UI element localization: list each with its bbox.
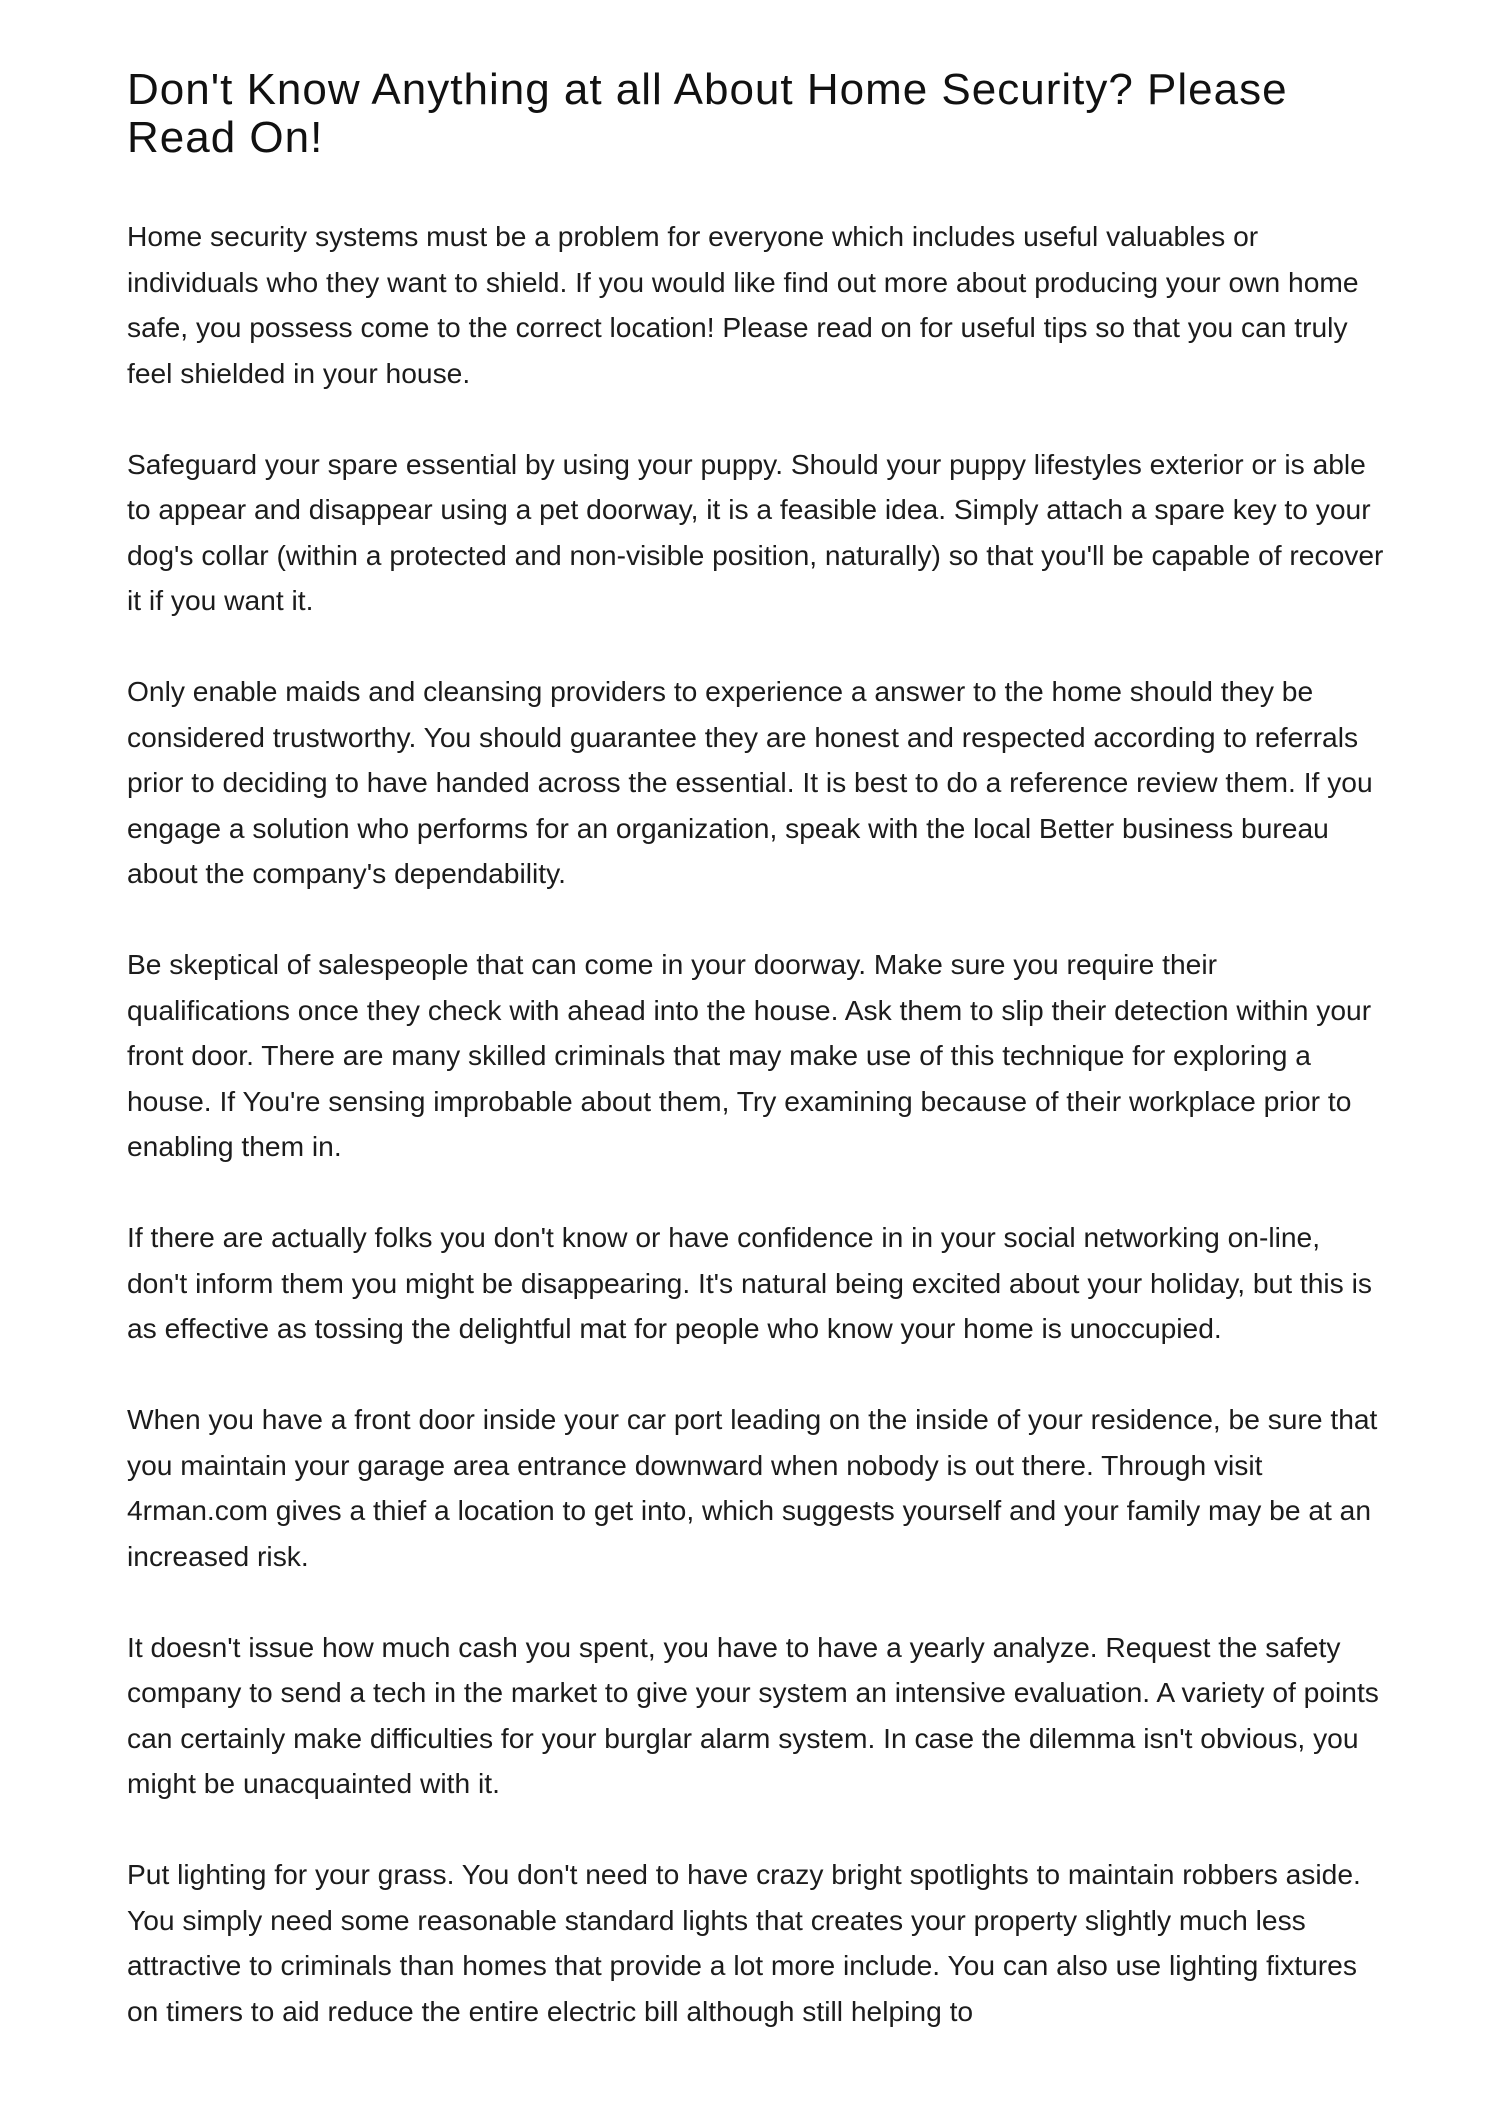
paragraph-maids: Only enable maids and cleansing providers to experience a answer to the home should they be considered trustworthy. You should guarantee they are honest and respected according to referrals prior to deciding to have handed across the essential. It is best to do a reference review them. If you engage a solution who performs for an organization, speak with the local Better business bureau about the company's dependability. <box>127 675 1373 889</box>
paragraph-lighting: Put lighting for your grass. You don't need to have crazy bright spotlights to maintain robbers aside. You simply need some reasonable standard lights that creates your property slightly much less attractive to criminals than homes that provide a lot more include. You can also use lighting fixtures on timers to aid reduce the entire electric bill although still helping to <box>127 1858 1361 2027</box>
article-body <box>127 214 1387 2034</box>
paragraph-intro: Home security systems must be a problem for everyone which includes useful valuables or individuals who they want to shield. If you would like find out more about producing your own home safe, you possess come to the correct location! Please read on for useful tips so that you can truly feel shielded in your house. <box>127 220 1359 389</box>
paragraph-social-networking: If there are actually folks you don't know or have confidence in in your social networking on-line, don't inform them you might be disappearing. It's natural being excited about your holiday, but this is as effective as tossing the delightful mat for people who know your home is unoccupied. <box>127 1221 1372 1344</box>
document-content <box>127 66 1387 2080</box>
paragraph-spare-key: Safeguard your spare essential by using your puppy. Should your puppy lifestyles exterior or is able to appear and disappear using a pet doorway, it is a feasible idea. Simply attach a spare key to your dog's collar (within a protected and non-visible position, naturally) so that you'll be capable of recover it if you want it. <box>127 447 1384 616</box>
paragraph-yearly-check: It doesn't issue how much cash you spent, you have to have a yearly analyze. Request the safety company to send a tech in the market to give your system an intensive evaluation. A variety of points can certainly make difficulties for your burglar alarm system. In case the dilemma isn't obvious, you might be unacquainted with it. <box>127 1630 1379 1799</box>
page-title: Don't Know Anything at all About Home Security? Please Read On! <box>127 65 1288 162</box>
paragraph-garage: When you have a front door inside your car port leading on the inside of your residence, be sure that you maintain your garage area entrance downward when nobody is out there. Through visit 4rman.com gives a thief a location to get into, which suggests yourself and your family may be at an increased risk. <box>127 1403 1378 1572</box>
paragraph-salespeople: Be skeptical of salespeople that can come in your doorway. Make sure you require their qualifications once they check with ahead into the house. Ask them to slip their detection within your front door. There are many skilled criminals that may make use of this technique for exploring a house. If You're sensing improbable about them, Try examining because of their workplace prior to enabling them in. <box>127 948 1372 1162</box>
